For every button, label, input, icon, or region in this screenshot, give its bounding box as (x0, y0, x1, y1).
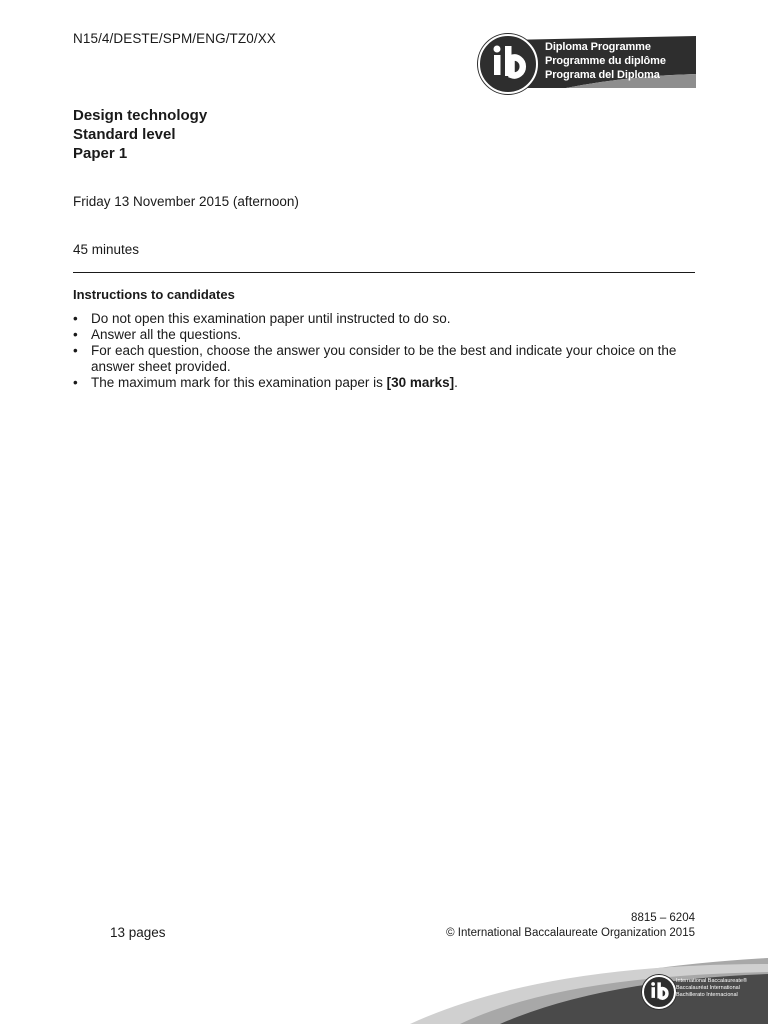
logo-line-fr: Programme du diplôme (545, 55, 666, 67)
footer-logo-line-es: Bachillerato Internacional (676, 992, 738, 998)
logo-text (545, 40, 666, 82)
ib-logo-icon (478, 34, 538, 94)
instruction-text-prefix: The maximum mark for this examination paper is (91, 375, 387, 390)
footer-logo-text (676, 978, 747, 999)
paper-code: N15/4/DESTE/SPM/ENG/TZ0/XX (73, 31, 276, 46)
instruction-text: Answer all the questions. (91, 327, 242, 342)
reference-number: 8815 – 6204 (631, 912, 695, 924)
subject-title: Design technology (73, 107, 208, 124)
instruction-text: For each question, choose the answer you consider to be the best and indicate your choice on the answer sheet provided. (91, 343, 677, 374)
exam-date: Friday 13 November 2015 (afternoon) (73, 194, 299, 209)
instruction-item (73, 327, 698, 343)
bullet: • (73, 375, 78, 390)
footer-logo-line-en: International Baccalaureate® (676, 978, 748, 984)
paper-title: Paper 1 (73, 145, 128, 162)
level-title: Standard level (73, 126, 176, 143)
bullet: • (73, 327, 78, 342)
marks-total: [30 marks] (386, 375, 455, 390)
logo-line-en: Diploma Programme (545, 41, 651, 53)
logo-line-es: Programa del Diploma (545, 69, 660, 81)
instructions-list (73, 311, 698, 391)
ib-diploma-logo (476, 34, 696, 92)
footer-logo-line-fr: Baccalauréat International (676, 985, 740, 991)
exam-duration: 45 minutes (73, 242, 140, 257)
divider-line (73, 272, 695, 273)
exam-title (73, 106, 207, 163)
instruction-item (73, 375, 698, 391)
instructions-heading: Instructions to candidates (73, 287, 235, 302)
instruction-text: Do not open this examination paper until instructed to do so. (91, 311, 451, 326)
instruction-item (73, 311, 698, 327)
page-count: 13 pages (110, 925, 166, 940)
instruction-item (73, 343, 698, 375)
bullet: • (73, 343, 78, 358)
copyright-notice: © International Baccalaureate Organization 2015 (446, 927, 695, 939)
ib-footer-logo-icon (642, 975, 676, 1009)
bullet: • (73, 311, 78, 326)
instruction-text-suffix: . (454, 375, 458, 390)
